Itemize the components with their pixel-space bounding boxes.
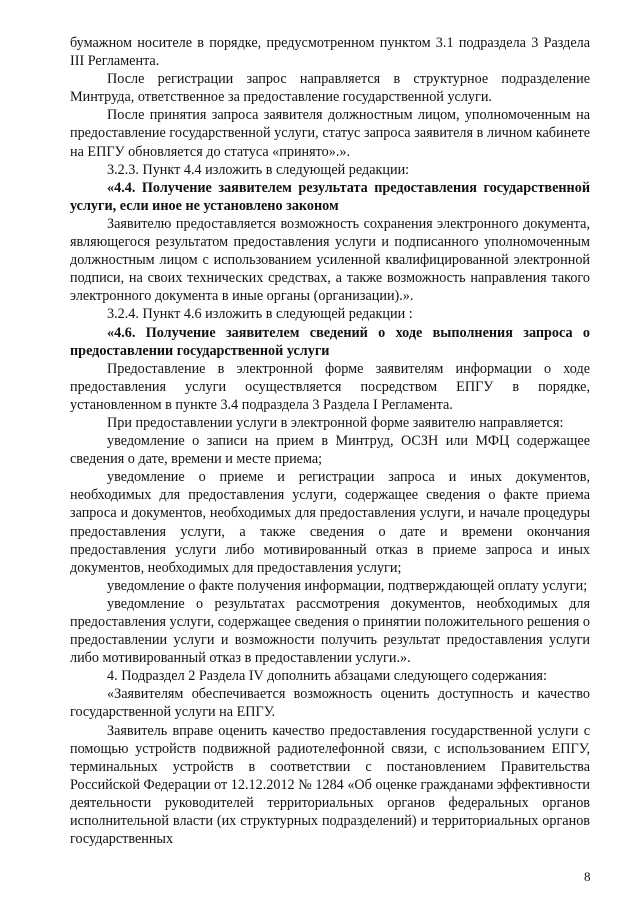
heading-4-6: «4.6. Получение заявителем сведений о ходе выполнения запроса о предоставлении государственной услуги (70, 324, 590, 359)
document-body (70, 34, 590, 848)
list-item-appointment: уведомление о записи на прием в Минтруд, ОСЗН или МФЦ содержащее сведения о дате, времени и месте приема; (70, 433, 590, 468)
list-item-payment: уведомление о факте получения информации, подтверждающей оплату услуги; (107, 577, 588, 594)
list-item-results: уведомление о результатах рассмотрения документов, необходимых для предоставления услуги, содержащее сведения о принятии положительного решения о предоставлении услуги и возможности получить результат предоставления услуги либо мотивированный отказ в предоставлении услуги.». (70, 595, 590, 667)
paragraph-section-4: 4. Подраздел 2 Раздела IV дополнить абзацами следующего содержания: (107, 668, 547, 685)
paragraph-continuation: бумажном носителе в порядке, предусмотренном пунктом 3.1 подраздела 3 Раздела III Регламента. (70, 35, 590, 70)
paragraph-clause-3-2-4: 3.2.4. Пункт 4.6 изложить в следующей редакции : (107, 306, 413, 323)
paragraph-notifications-intro: При предоставлении услуги в электронной форме заявителю направляется: (107, 414, 564, 431)
paragraph-registration: После регистрации запрос направляется в структурное подразделение Минтруда, ответственное за предоставление государственной услуги. (70, 71, 590, 106)
paragraph-clause-3-2-3: 3.2.3. Пункт 4.4 изложить в следующей редакции: (107, 161, 410, 178)
paragraph-electronic-info: Предоставление в электронной форме заявителям информации о ходе предоставления услуги осуществляется посредством ЕПГУ в порядке, установленном в пункте 3.4 подраздела 3 Раздела I Регламента. (70, 360, 590, 413)
paragraph-result-saving: Заявителю предоставляется возможность сохранения электронного документа, являющегося результатом предоставления услуги и подписанного уполномоченным должностным лицом с использованием усиленной квалифицированной электронной подписи, на своих технических средствах, а также возможность направления такого электронного документа в иные органы (организации).». (70, 215, 590, 305)
heading-4-4: «4.4. Получение заявителем результата предоставления государственной услуги, если иное не установлено законом (70, 179, 590, 214)
paragraph-quality-assessment: «Заявителям обеспечивается возможность оценить доступность и качество государственной услуги на ЕПГУ. (70, 686, 590, 721)
paragraph-status-update: После принятия запроса заявителя должностным лицом, уполномоченным на предоставление государственной услуги, статус запроса заявителя в личном кабинете на ЕПГУ обновляется до статуса «принято».». (70, 107, 590, 160)
list-item-registration: уведомление о приеме и регистрации запроса и иных документов, необходимых для предоставления услуги, содержащее сведения о факте приема запроса и документов, необходимых для предоставления услуги, и начале процедуры предоставления услуги, а также сведения о дате и времени окончания предоставления услуги либо мотивированный отказ в приеме запроса и иных документов, необходимых для предоставления услуги; (70, 469, 590, 576)
page-number: 8 (584, 869, 591, 884)
paragraph-assessment-methods: Заявитель вправе оценить качество предоставления государственной услуги с помощью устройств подвижной радиотелефонной связи, с использованием ЕПГУ, терминальных устройств в соответствии с постановлением Правительства Российской Федерации от 12.12.2012 № 1284 «Об оценке гражданами эффективности деятельности руководителей территориальных органов федеральных органов исполнительной власти (их структурных подразделений) и территориальных органов государственных (70, 722, 590, 848)
